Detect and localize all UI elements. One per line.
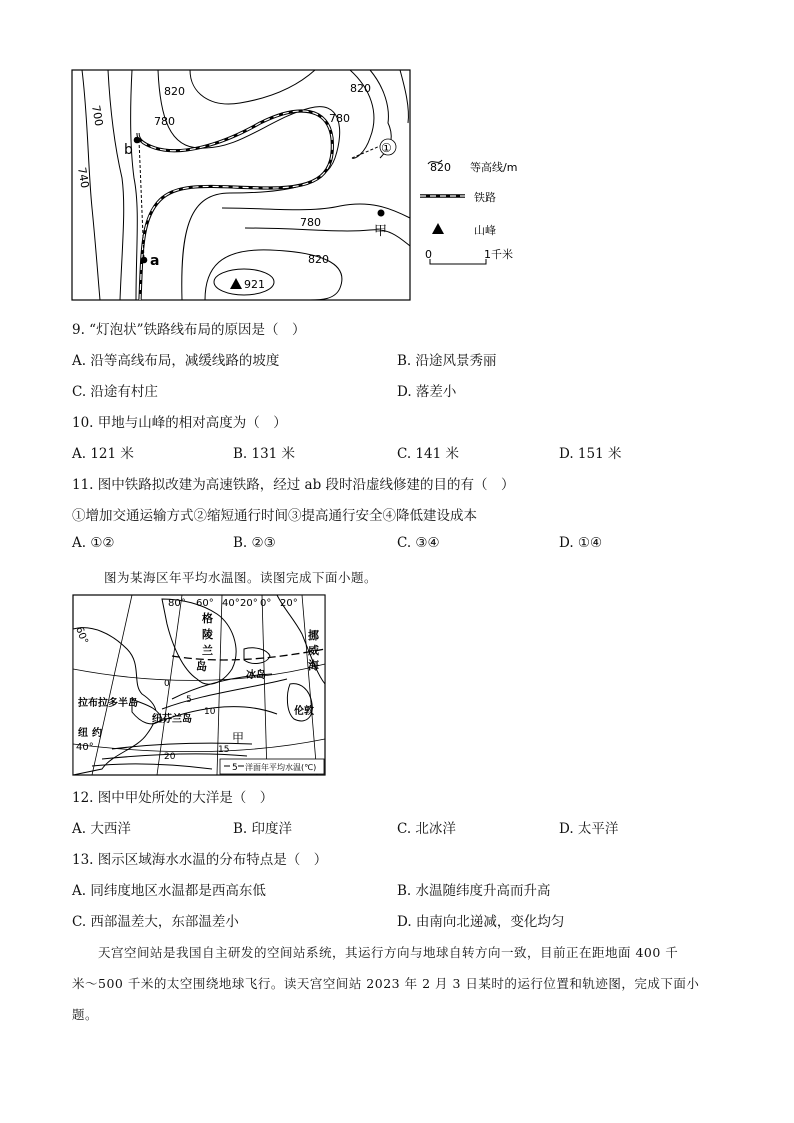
q12-option-c[interactable]: C. 北冰洋 xyxy=(397,821,456,837)
norway-char: 海 xyxy=(308,659,319,672)
contour-label-780: 780 xyxy=(300,216,321,229)
q13-option-d[interactable]: D. 由南向北递减，变化均匀 xyxy=(397,914,565,930)
newyork-char: 约 xyxy=(92,728,102,739)
greenland-char: 岛 xyxy=(196,660,207,673)
intro-space-station-line2: 米～500 千米的太空围绕地球飞行。读天宫空间站 2023 年 2 月 3 日某时的运行位置和轨迹图，完成下面小 xyxy=(72,976,700,991)
intro-space-station-line1: 天宫空间站是我国自主研发的空间站系统，其运行方向与地球自转方向一致，目前正在距地面 400 千 xyxy=(98,945,679,960)
norway-char: 威 xyxy=(308,644,319,657)
isotherm-label: 10 xyxy=(204,707,216,717)
point-b-label: b xyxy=(124,142,133,158)
contour-label-820: 820 xyxy=(350,82,371,95)
q9-option-d[interactable]: D. 落差小 xyxy=(397,384,457,400)
isotherm-label: 0 xyxy=(164,679,170,689)
point-a-label: a xyxy=(150,253,160,269)
contour-label-700: 700 xyxy=(89,104,106,128)
legend-isotherm-num: 5 xyxy=(232,763,238,773)
peak-value: 921 xyxy=(244,278,265,291)
q13-option-c[interactable]: C. 西部温差大，东部温差小 xyxy=(72,914,239,930)
q10-option-b[interactable]: B. 131 米 xyxy=(233,446,296,462)
contour-label-820: 820 xyxy=(308,253,329,266)
lat-label: 40° xyxy=(76,742,94,753)
sea-temperature-map xyxy=(72,594,326,776)
q11-stem: 11. 图中铁路拟改建为高速铁路，经过 ab 段时沿虚线修建的目的有（ ） xyxy=(72,477,515,493)
legend-isotherm-text: 洋面年平均水温(℃) xyxy=(245,763,317,772)
q9-option-b[interactable]: B. 沿途风景秀丽 xyxy=(397,353,497,369)
q13-option-b[interactable]: B. 水温随纬度升高而升高 xyxy=(397,883,551,899)
intro-space-station-line3: 题。 xyxy=(72,1007,99,1022)
greenland-char: 陵 xyxy=(202,628,213,641)
contour-map xyxy=(70,68,530,304)
point-jia-dot xyxy=(378,210,385,217)
q12-option-b[interactable]: B. 印度洋 xyxy=(233,821,293,837)
london-label: 伦敦 xyxy=(294,706,314,717)
norway-char: 挪 xyxy=(308,629,319,642)
q10-option-c[interactable]: C. 141 米 xyxy=(397,446,459,462)
jia-label: 甲 xyxy=(232,731,245,745)
lat-label: 60° xyxy=(73,625,90,646)
lon-label: 0° xyxy=(260,598,272,609)
marker-1: ① xyxy=(381,141,392,155)
legend-contour-label: 等高线/m xyxy=(470,161,518,174)
scale-label: 1千米 xyxy=(484,248,513,261)
lon-label: 20° xyxy=(240,598,258,609)
point-jia-label: 甲 xyxy=(374,224,388,239)
q9-option-a[interactable]: A. 沿等高线布局，减缓线路的坡度 xyxy=(72,353,280,369)
isotherm-label: 15 xyxy=(218,745,230,755)
lon-label: 20° xyxy=(280,598,298,609)
legend-contour-value: 820 xyxy=(430,161,451,174)
q11-items: ①增加交通运输方式②缩短通行时间③提高通行安全④降低建设成本 xyxy=(72,508,477,524)
greenland-char: 兰 xyxy=(202,644,213,657)
newyork-char: 纽 xyxy=(78,728,88,739)
isotherm-label: 20 xyxy=(164,752,176,762)
labrador-label: 拉布拉多半岛 xyxy=(78,698,138,709)
lon-label: 60° xyxy=(196,598,214,609)
legend-peak-label: 山峰 xyxy=(474,224,496,237)
contour-label-740: 740 xyxy=(75,166,92,190)
q13-stem: 13. 图示区域海水水温的分布特点是（ ） xyxy=(72,852,328,868)
point-b-dot xyxy=(134,137,141,144)
q11-option-c[interactable]: C. ③④ xyxy=(397,535,440,551)
q10-option-a[interactable]: A. 121 米 xyxy=(72,446,134,462)
newfoundland-label: 纽芬兰岛 xyxy=(152,714,192,725)
q10-option-d[interactable]: D. 151 米 xyxy=(559,446,622,462)
contour-label-820: 820 xyxy=(164,85,185,98)
q11-option-d[interactable]: D. ①④ xyxy=(559,535,603,551)
q10-stem: 10. 甲地与山峰的相对高度为（ ） xyxy=(72,415,287,431)
q12-stem: 12. 图中甲处所处的大洋是（ ） xyxy=(72,790,274,806)
contour-label-780: 780 xyxy=(329,112,350,125)
q11-option-a[interactable]: A. ①② xyxy=(72,535,115,551)
iceland-label: 冰岛 xyxy=(246,670,266,681)
q11-option-b[interactable]: B. ②③ xyxy=(233,535,276,551)
q13-option-a[interactable]: A. 同纬度地区水温都是西高东低 xyxy=(72,883,266,899)
legend-railway-label: 铁路 xyxy=(474,191,496,204)
scale-zero: 0 xyxy=(425,248,432,261)
scale-bar xyxy=(430,259,486,264)
q9-option-c[interactable]: C. 沿途有村庄 xyxy=(72,384,158,400)
point-a-dot xyxy=(141,257,148,264)
lon-label: 80° xyxy=(168,598,186,609)
lon-label: 40° xyxy=(222,598,240,609)
q9-stem: 9. “灯泡状”铁路线布局的原因是（ ） xyxy=(72,322,306,338)
q12-option-d[interactable]: D. 太平洋 xyxy=(559,821,619,837)
contour-label-780: 780 xyxy=(154,115,175,128)
intro-sea-temperature: 图为某海区年平均水温图。读图完成下面小题。 xyxy=(104,570,378,585)
isotherm-label: 5 xyxy=(186,695,192,705)
greenland-char: 格 xyxy=(202,612,213,625)
legend-peak-icon xyxy=(432,223,444,234)
q12-option-a[interactable]: A. 大西洋 xyxy=(72,821,131,837)
